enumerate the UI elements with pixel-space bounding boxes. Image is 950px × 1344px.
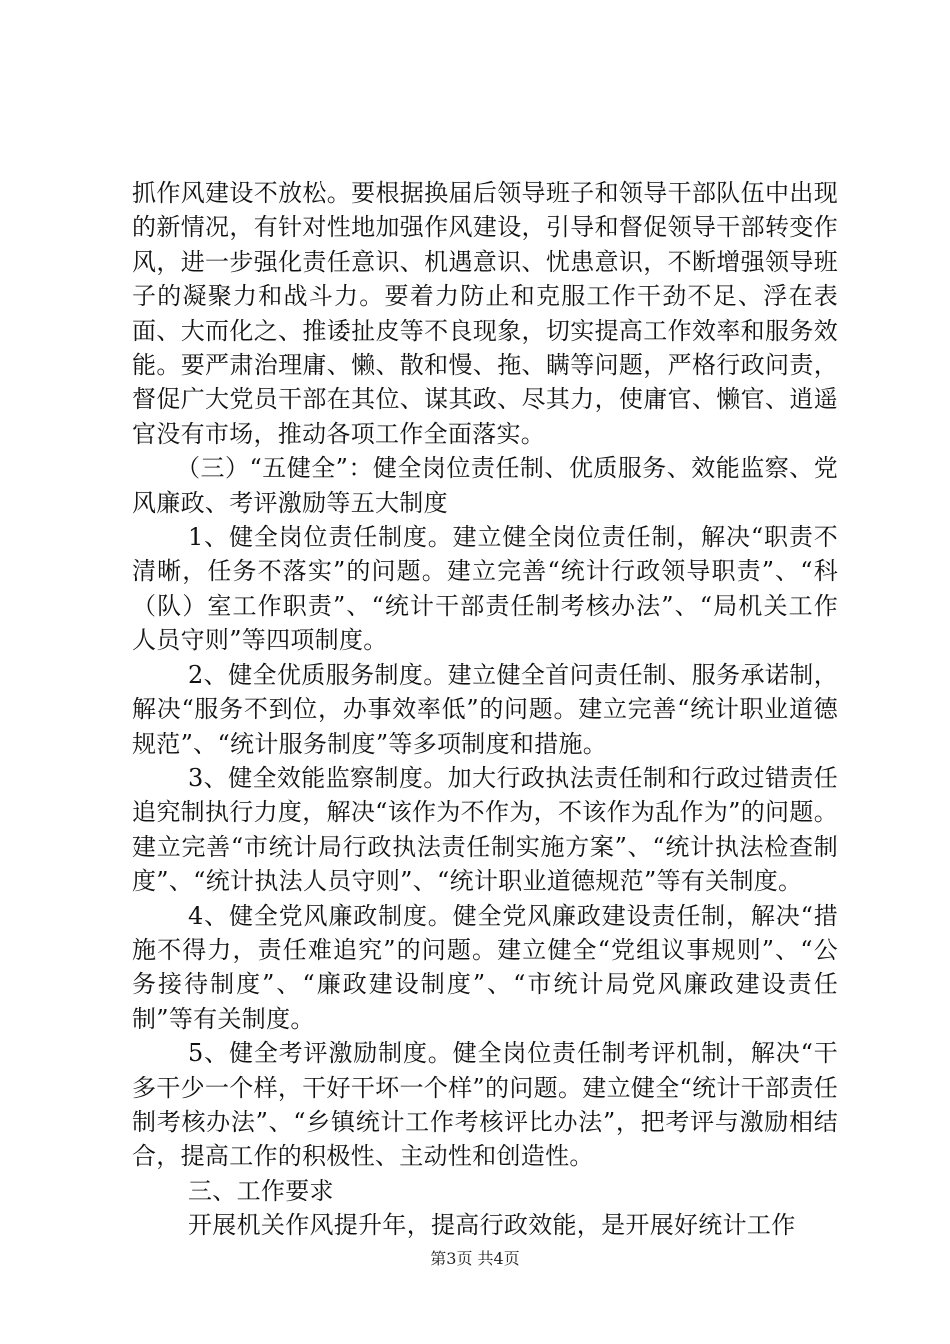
paragraph-item-2: 2、健全优质服务制度。建立健全首问责任制、服务承诺制，解决“服务不到位，办事效率低”的问题。建立完善“统计职业道德规范”、“统计服务制度”等多项制度和措施。 [132,660,838,758]
paragraph-item-5: 5、健全考评激励制度。健全岗位责任制考评机制，解决“干多干少一个样，干好干坏一个样”的问题。建立健全“统计干部责任制考核办法”、“乡镇统计工作考核评比办法”，把考评与激励相结合，提高工作的积极性、主动性和创造性。 [132,1039,838,1171]
document-body [132,176,838,1243]
paragraph-heading-work-requirements: 三、工作要求 [188,1176,334,1205]
paragraph-work-requirements-start: 开展机关作风提升年，提高行政效能，是开展好统计工作 [188,1211,796,1240]
paragraph-item-3: 3、健全效能监察制度。加大行政执法责任制和行政过错责任追究制执行力度，解决“该作为不作为，不该作为乱作为”的问题。建立完善“市统计局行政执法责任制实施方案”、“统计执法检查制度”、“统计执法人员守则”、“统计职业道德规范”等有关制度。 [132,763,838,896]
paragraph-section-heading-wujianquan: （三）“五健全”：健全岗位责任制、优质服务、效能监察、党风廉政、考评激励等五大制度 [132,454,838,517]
paragraph-continuation: 抓作风建设不放松。要根据换届后领导班子和领导干部队伍中出现的新情况，有针对性地加强作风建设，引导和督促领导干部转变作风，进一步强化责任意识、机遇意识、忧患意识，不断增强领导班子的凝聚力和战斗力。要着力防止和克服工作干劲不足、浮在表面、大而化之、推诿扯皮等不良现象，切实提高工作效率和服务效能。要严肃治理庸、懒、散和慢、拖、瞒等问题，严格行政问责，督促广大党员干部在其位、谋其政、尽其力，使庸官、懒官、逍遥官没有市场，推动各项工作全面落实。 [132,179,838,448]
paragraph-item-4: 4、健全党风廉政制度。健全党风廉政建设责任制，解决“措施不得力，责任难追究”的问题。建立健全“党组议事规则”、“公务接待制度”、“廉政建设制度”、“市统计局党风廉政建设责任制”等有关制度。 [132,901,838,1033]
paragraph-item-1: 1、健全岗位责任制度。建立健全岗位责任制，解决“职责不清晰，任务不落实”的问题。建立完善“统计行政领导职责”、“科（队）室工作职责”、“统计干部责任制考核办法”、“局机关工作人员守则”等四项制度。 [132,523,838,655]
page-number-footer: 第3页 共4页 [430,1249,520,1268]
